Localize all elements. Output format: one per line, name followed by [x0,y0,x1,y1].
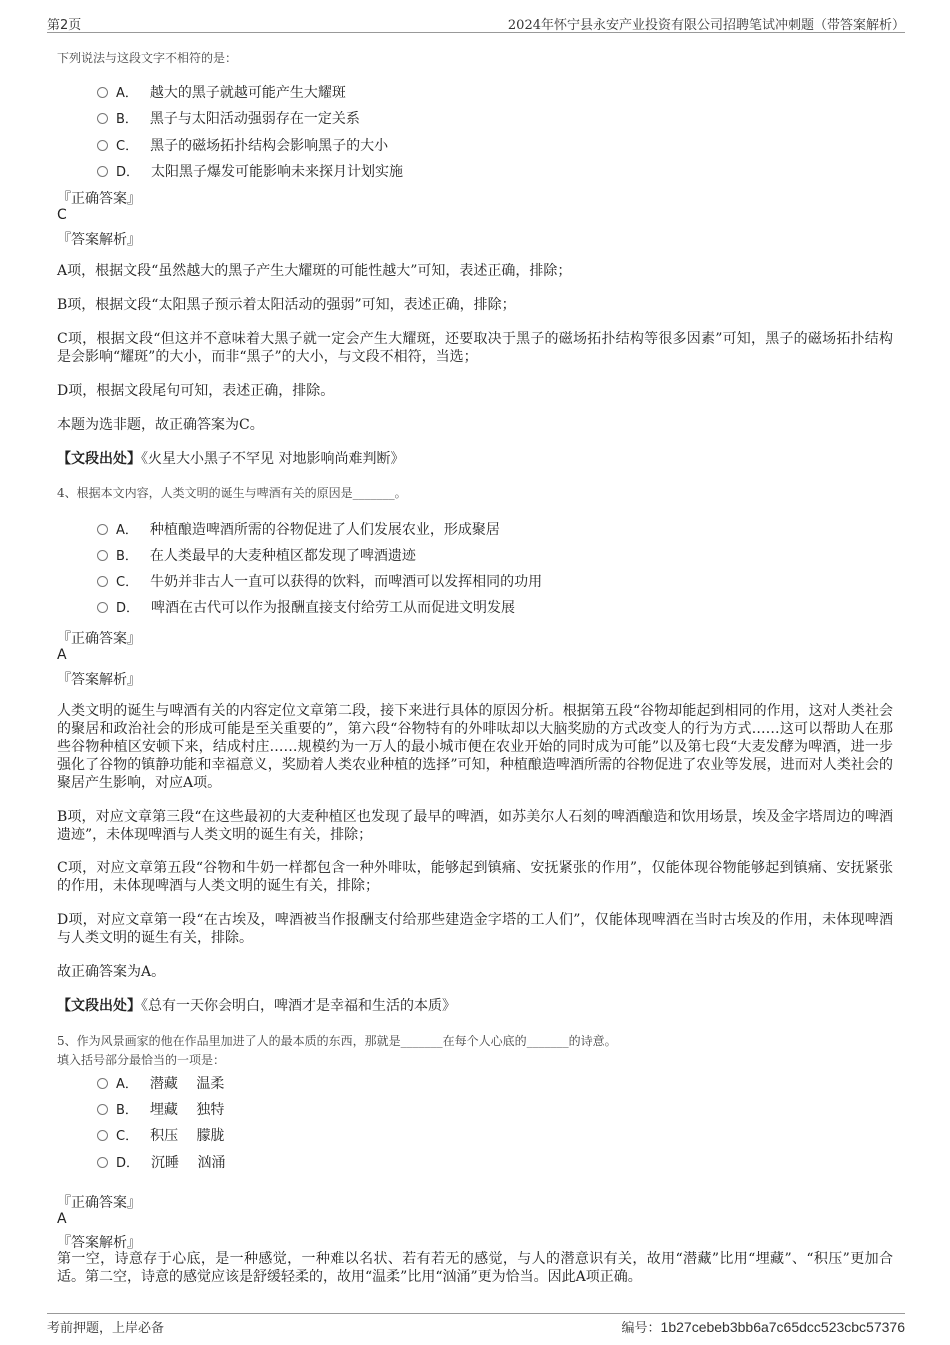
radio-icon[interactable] [97,113,108,124]
page-footer [47,1313,905,1338]
q4-option-a[interactable]: A． 种植酿造啤酒所需的谷物促进了人们发展农业，形成聚居 [97,519,500,539]
page-number: 第2页 [47,18,82,33]
radio-icon[interactable] [97,87,108,98]
q4-analysis-d: D项，对应文章第一段“在古埃及，啤酒被当作报酬支付给那些建造金字塔的工人们”，仅能体现啤酒在当时古埃及的作用，未体现啤酒与人类文明的诞生有关，排除。 [57,912,893,946]
q4-option-d[interactable]: D． 啤酒在古代可以作为报酬直接支付给劳工从而促进文明发展 [97,597,515,617]
q3-source: 【文段出处】《火星大小黑子不罕见 对地影响尚难判断》 [57,451,405,467]
q5-option-b[interactable]: B． 埋藏 独特 [97,1099,224,1119]
radio-icon[interactable] [97,602,108,613]
q3-analysis-a: A项，根据文段“虽然越大的黑子产生大耀斑的可能性越大”可知，表述正确，排除； [57,263,572,279]
radio-icon[interactable] [97,140,108,151]
q5-analysis: 第一空，诗意存于心底，是一种感觉，一种难以名状、若有若无的感觉，与人的潜意识有关，故用“潜藏”比用“埋藏”、“积压”更加合适。第二空，诗意的感觉应该是舒缓轻柔的，故用“温柔”比用“汹涌”更为恰当。因此A项正确。 [57,1251,893,1285]
radio-icon[interactable] [97,550,108,561]
q5-option-a[interactable]: A． 潜藏 温柔 [97,1073,224,1093]
q4-analysis-b: B项，对应文章第三段“在这些最初的大麦种植区也发现了最早的啤酒，如苏美尔人石刻的啤酒酿造和饮用场景，埃及金字塔周边的啤酒遗迹”，未体现啤酒与人类文明的诞生有关，排除； [57,809,893,843]
q3-option-b[interactable]: B． 黑子与太阳活动强弱存在一定关系 [97,108,360,128]
radio-icon[interactable] [97,1157,108,1168]
footer-slogan: 考前押题，上岸必备 [47,1321,165,1336]
radio-icon[interactable] [97,1104,108,1115]
q3-answer-label: 『正确答案』 [57,191,141,207]
q5-instruction: 填入括号部分最恰当的一项是： [57,1053,226,1067]
q4-conclusion: 故正确答案为A。 [57,964,166,980]
q5-option-c[interactable]: C． 积压 朦胧 [97,1125,225,1145]
radio-icon[interactable] [97,1078,108,1089]
radio-icon[interactable] [97,524,108,535]
footer-code: 编号：1b27cebeb3bb6a7c65dcc523cbc57376 [621,1319,905,1336]
q5-answer: A [57,1211,67,1227]
q5-answer-label: 『正确答案』 [57,1195,141,1211]
q3-analysis-label: 『答案解析』 [57,232,141,248]
radio-icon[interactable] [97,1130,108,1141]
q4-source: 【文段出处】《总有一天你会明白，啤酒才是幸福和生活的本质》 [57,998,456,1014]
q3-analysis-b: B项，根据文段“太阳黑子预示着太阳活动的强弱”可知，表述正确，排除； [57,297,516,313]
q4-answer-label: 『正确答案』 [57,631,141,647]
page-header [47,12,905,33]
q4-option-c[interactable]: C． 牛奶并非古人一直可以获得的饮料，而啤酒可以发挥相同的功用 [97,571,542,591]
q3-analysis-d: D项，根据文段尾句可知，表述正确，排除。 [57,383,335,399]
q4-analysis-a: 人类文明的诞生与啤酒有关的内容定位文章第二段，接下来进行具体的原因分析。根据第五段“谷物却能起到相同的作用，这对人类社会的聚居和政治社会的形成可能是至关重要的”，第六段“谷物特有的外啡呔却以大脑奖励的方式改变人的行为方式……这可以帮助人在那些谷物种植区安顿下来，结成村庄……规模约为一万人的最小城市便在农业开始的同时成为可能”以及第七段“大麦发酵为啤酒，进一步强化了谷物的镇静功能和幸福意义，奖励着人类农业种植的选择”可知，种植酿造啤酒所需的谷物促进了农业等发展，进而对人类社会的聚居产生影响，对应A项。 [57,703,893,791]
q4-question: 4、根据本文内容，人类文明的诞生与啤酒有关的原因是_______。 [57,486,407,500]
document-title: 2024年怀宁县永安产业投资有限公司招聘笔试冲刺题（带答案解析） [507,18,905,33]
q3-analysis-c: C项，根据文段“但这并不意味着大黑子就一定会产生大耀斑，还要取决于黑子的磁场拓扑结构等很多因素”可知，黑子的磁场拓扑结构是会影响“耀斑”的大小，而非“黑子”的大小，与文段不相符，当选； [57,331,893,365]
radio-icon[interactable] [97,576,108,587]
q3-conclusion: 本题为选非题，故正确答案为C。 [57,417,264,433]
q3-option-d[interactable]: D． 太阳黑子爆发可能影响未来探月计划实施 [97,161,403,181]
q5-question: 5、作为风景画家的他在作品里加进了人的最本质的东西，那就是_______在每个人心底的_______的诗意。 [57,1034,617,1048]
radio-icon[interactable] [97,166,108,177]
q3-option-a[interactable]: A． 越大的黑子就越可能产生大耀斑 [97,82,346,102]
q4-analysis-label: 『答案解析』 [57,672,141,688]
q4-answer: A [57,647,67,663]
q3-answer: C [57,207,67,223]
q5-analysis-label: 『答案解析』 [57,1235,141,1251]
q3-question: 下列说法与这段文字不相符的是： [57,51,238,65]
q4-option-b[interactable]: B． 在人类最早的大麦种植区都发现了啤酒遗迹 [97,545,416,565]
q5-option-d[interactable]: D． 沉睡 汹涌 [97,1152,225,1172]
q4-analysis-c: C项，对应文章第五段“谷物和牛奶一样都包含一种外啡呔，能够起到镇痛、安抚紧张的作用”，仅能体现谷物能够起到镇痛、安抚紧张的作用，未体现啤酒与人类文明的诞生有关，排除； [57,860,893,894]
q3-option-c[interactable]: C． 黑子的磁场拓扑结构会影响黑子的大小 [97,135,388,155]
